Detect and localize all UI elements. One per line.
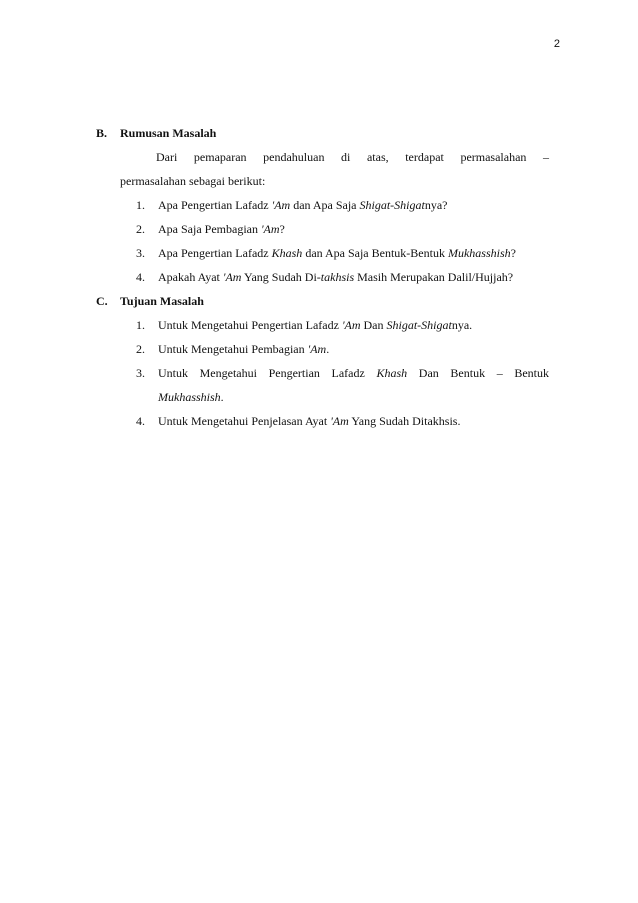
list-item xyxy=(136,337,549,361)
section-b-letter: B. xyxy=(96,126,108,140)
item-number: 1. xyxy=(136,198,145,212)
list-item xyxy=(136,361,549,409)
list-item xyxy=(136,193,549,217)
list-item xyxy=(136,409,549,433)
section-c-letter: C. xyxy=(96,294,108,308)
list-item xyxy=(136,241,549,265)
item-number: 1. xyxy=(136,318,145,332)
item-number: 3. xyxy=(136,246,145,260)
section-b-list xyxy=(96,193,549,289)
item-number: 2. xyxy=(136,342,145,356)
item-text: Untuk Mengetahui Pembagian 'Am. xyxy=(158,342,330,356)
page-number: 2 xyxy=(553,38,560,50)
list-item xyxy=(136,265,549,289)
section-b-heading xyxy=(96,121,549,145)
item-text: Untuk Mengetahui Pengertian Lafadz 'Am Dan Shigat-Shigatnya. xyxy=(158,318,473,332)
list-item xyxy=(136,313,549,337)
item-number: 4. xyxy=(136,414,145,428)
item-number: 2. xyxy=(136,222,145,236)
section-b-title: Rumusan Masalah xyxy=(120,126,217,140)
item-text: Apakah Ayat 'Am Yang Sudah Di-takhsis Masih Merupakan Dalil/Hujjah? xyxy=(158,270,514,284)
section-c-list xyxy=(96,313,549,433)
item-text: Apa Pengertian Lafadz Khash dan Apa Saja Bentuk-Bentuk Mukhasshish? xyxy=(158,246,516,260)
item-number: 4. xyxy=(136,270,145,284)
paragraph-line-1: Dari pemaparan pendahuluan di atas, terdapat permasalahan – xyxy=(156,150,549,164)
item-number: 3. xyxy=(136,366,145,380)
paragraph-line-2: permasalahan sebagai berikut: xyxy=(120,174,266,188)
section-b-paragraph xyxy=(96,145,549,193)
item-text: Apa Saja Pembagian 'Am? xyxy=(158,222,285,236)
item-text: Untuk Mengetahui Pengertian Lafadz Khash Dan Bentuk – Bentuk Mukhasshish. xyxy=(158,366,549,404)
section-c-title: Tujuan Masalah xyxy=(120,294,204,308)
item-text: Apa Pengertian Lafadz 'Am dan Apa Saja Shigat-Shigatnya? xyxy=(158,198,448,212)
item-text: Untuk Mengetahui Penjelasan Ayat 'Am Yang Sudah Ditakhsis. xyxy=(158,414,461,428)
list-item xyxy=(136,217,549,241)
section-c-heading xyxy=(96,289,549,313)
document-body xyxy=(96,121,549,433)
